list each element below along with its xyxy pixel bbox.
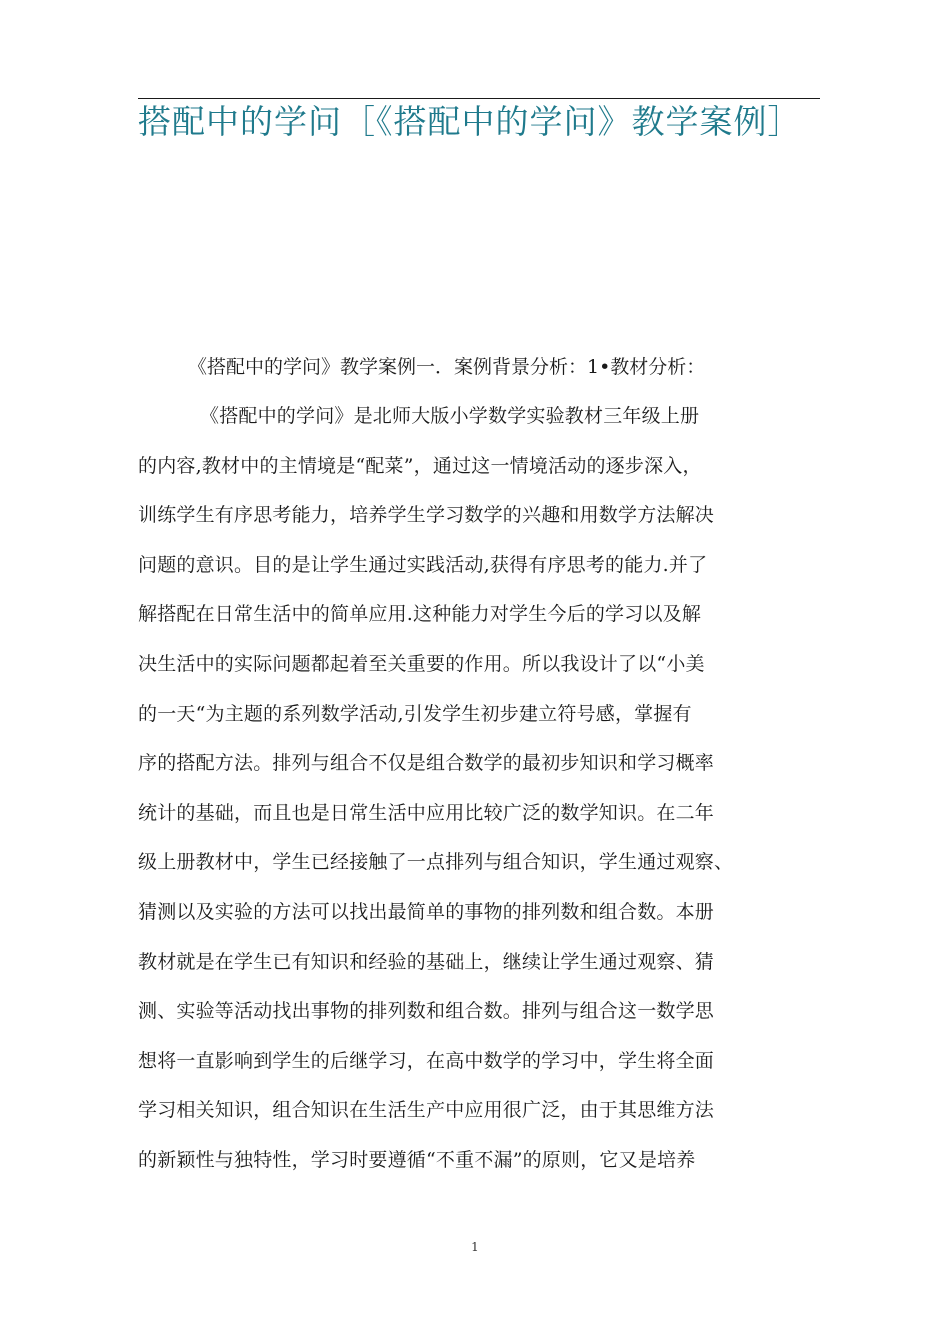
body-line: 的内容,教材中的主情境是“配菜”，通过这一情境活动的逐步深入， [138,454,702,477]
body-line: 决生活中的实际问题都起着至关重要的作用。所以我设计了以“小美 [138,652,705,675]
body-line: 级上册教材中，学生已经接触了一点排列与组合知识，学生通过观察、 [138,851,734,874]
body-line: 问题的意识。目的是让学生通过实践活动,获得有序思考的能力.并了 [138,553,708,576]
body-line: 猜测以及实验的方法可以找出最简单的事物的排列数和组合数。本册 [138,900,715,923]
intro-line: 《搭配中的学问》教学案例一．案例背景分析：1•教材分析： [188,356,706,378]
body-line: 训练学生有序思考能力，培养学生学习数学的兴趣和用数学方法解决 [138,504,715,527]
body-text [138,400,838,1194]
body-line: 学习相关知识，组合知识在生活生产中应用很广泛，由于其思维方法 [138,1099,715,1122]
body-line: 的新颖性与独特性，学习时要遵循“不重不漏”的原则，它又是培养 [138,1148,696,1171]
body-line: 教材就是在学生已有知识和经验的基础上，继续让学生通过观察、猜 [138,950,715,973]
body-line: 想将一直影响到学生的后继学习，在高中数学的学习中，学生将全面 [138,1049,715,1072]
header-rule [138,98,820,99]
body-line: 统计的基础，而且也是日常生活中应用比较广泛的数学知识。在二年 [138,801,715,824]
body-line: 解搭配在日常生活中的简单应用.这种能力对学生今后的学习以及解 [138,603,702,626]
page-number: 1 [471,1240,479,1254]
document-title: 搭配中的学问［《搭配中的学问》教学案例］ [138,102,802,141]
body-line: 《搭配中的学问》是北师大版小学数学实验教材三年级上册 [200,405,700,427]
body-line: 的一天“为主题的系列数学活动,引发学生初步建立符号感，掌握有 [138,702,692,725]
body-line: 序的搭配方法。排列与组合不仅是组合数学的最初步知识和学习概率 [138,752,715,775]
body-line: 测、实验等活动找出事物的排列数和组合数。排列与组合这一数学思 [138,1000,715,1023]
